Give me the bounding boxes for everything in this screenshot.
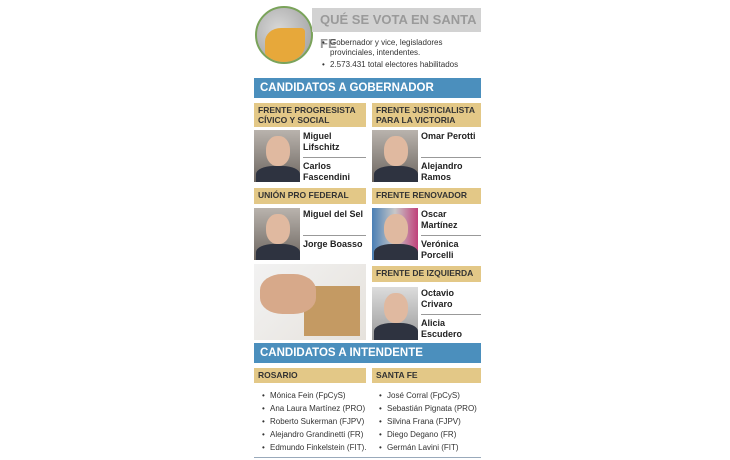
candidate-names	[303, 131, 366, 185]
list-item: • Mónica Fein (FpCyS)	[262, 389, 370, 402]
list-item: • Silvina Frana (FJPV)	[379, 415, 483, 428]
santa-fe-map-logo	[255, 6, 313, 64]
list-item: • Germán Lavini (FIT)	[379, 441, 483, 454]
list-item: • Ana Laura Martínez (PRO)	[262, 402, 370, 415]
city-header-santa-fe: SANTA FE	[372, 368, 481, 383]
ballot-box-image	[254, 264, 366, 340]
list-item: • Edmundo Finkelstein (FIT).	[262, 441, 370, 454]
list-item: • Diego Degano (FR)	[379, 428, 483, 441]
page-title: QUÉ SE VOTA EN SANTA FE	[312, 8, 481, 32]
governor-name: Miguel del Sel	[303, 209, 364, 219]
section-title-gobernador: CANDIDATOS A GOBERNADOR	[254, 78, 481, 98]
governor-name: Oscar Martínez	[421, 209, 458, 230]
front-header: FRENTE PROGRESISTA CÍVICO Y SOCIAL	[254, 103, 366, 127]
list-item: • Sebastián Pignata (PRO)	[379, 402, 483, 415]
summary-bullets	[322, 38, 482, 72]
governor-name: Octavio Crivaro	[421, 288, 455, 309]
list-item: • José Corral (FpCyS)	[379, 389, 483, 402]
front-header: UNIÓN PRO FEDERAL	[254, 188, 366, 204]
candidate-names	[421, 209, 481, 263]
candidate-photo	[372, 287, 418, 340]
rosario-candidates-list	[262, 389, 370, 454]
santa-fe-candidates-list	[379, 389, 483, 454]
bullet: • 2.573.431 total electores habilitados	[322, 60, 482, 70]
bullet: • Gobernador y vice, legisladores provinciales, intendentes.	[322, 38, 482, 58]
candidate-names	[421, 131, 481, 185]
candidate-names	[421, 288, 481, 342]
candidate-photo	[254, 208, 300, 260]
vice-name: Jorge Boasso	[303, 239, 363, 249]
candidate-names	[303, 209, 366, 263]
front-header: FRENTE RENOVADOR	[372, 188, 481, 204]
governor-name: Omar Perotti	[421, 131, 476, 141]
section-title-intendente: CANDIDATOS A INTENDENTE	[254, 343, 481, 363]
governor-name: Miguel Lifschitz	[303, 131, 340, 152]
front-header: FRENTE JUSTICIALISTA PARA LA VICTORIA	[372, 103, 481, 127]
vice-name: Verónica Porcelli	[421, 239, 459, 260]
vice-name: Alicia Escudero	[421, 318, 463, 339]
vice-name: Carlos Fascendini	[303, 161, 351, 182]
vice-name: Alejandro Ramos	[421, 161, 463, 182]
list-item: • Alejandro Grandinetti (FR)	[262, 428, 370, 441]
candidate-photo	[254, 130, 300, 182]
front-header: FRENTE DE IZQUIERDA	[372, 266, 481, 282]
bottom-divider	[254, 457, 481, 458]
list-item: • Roberto Sukerman (FJPV)	[262, 415, 370, 428]
candidate-photo	[372, 208, 418, 260]
city-header-rosario: ROSARIO	[254, 368, 366, 383]
candidate-photo	[372, 130, 418, 182]
